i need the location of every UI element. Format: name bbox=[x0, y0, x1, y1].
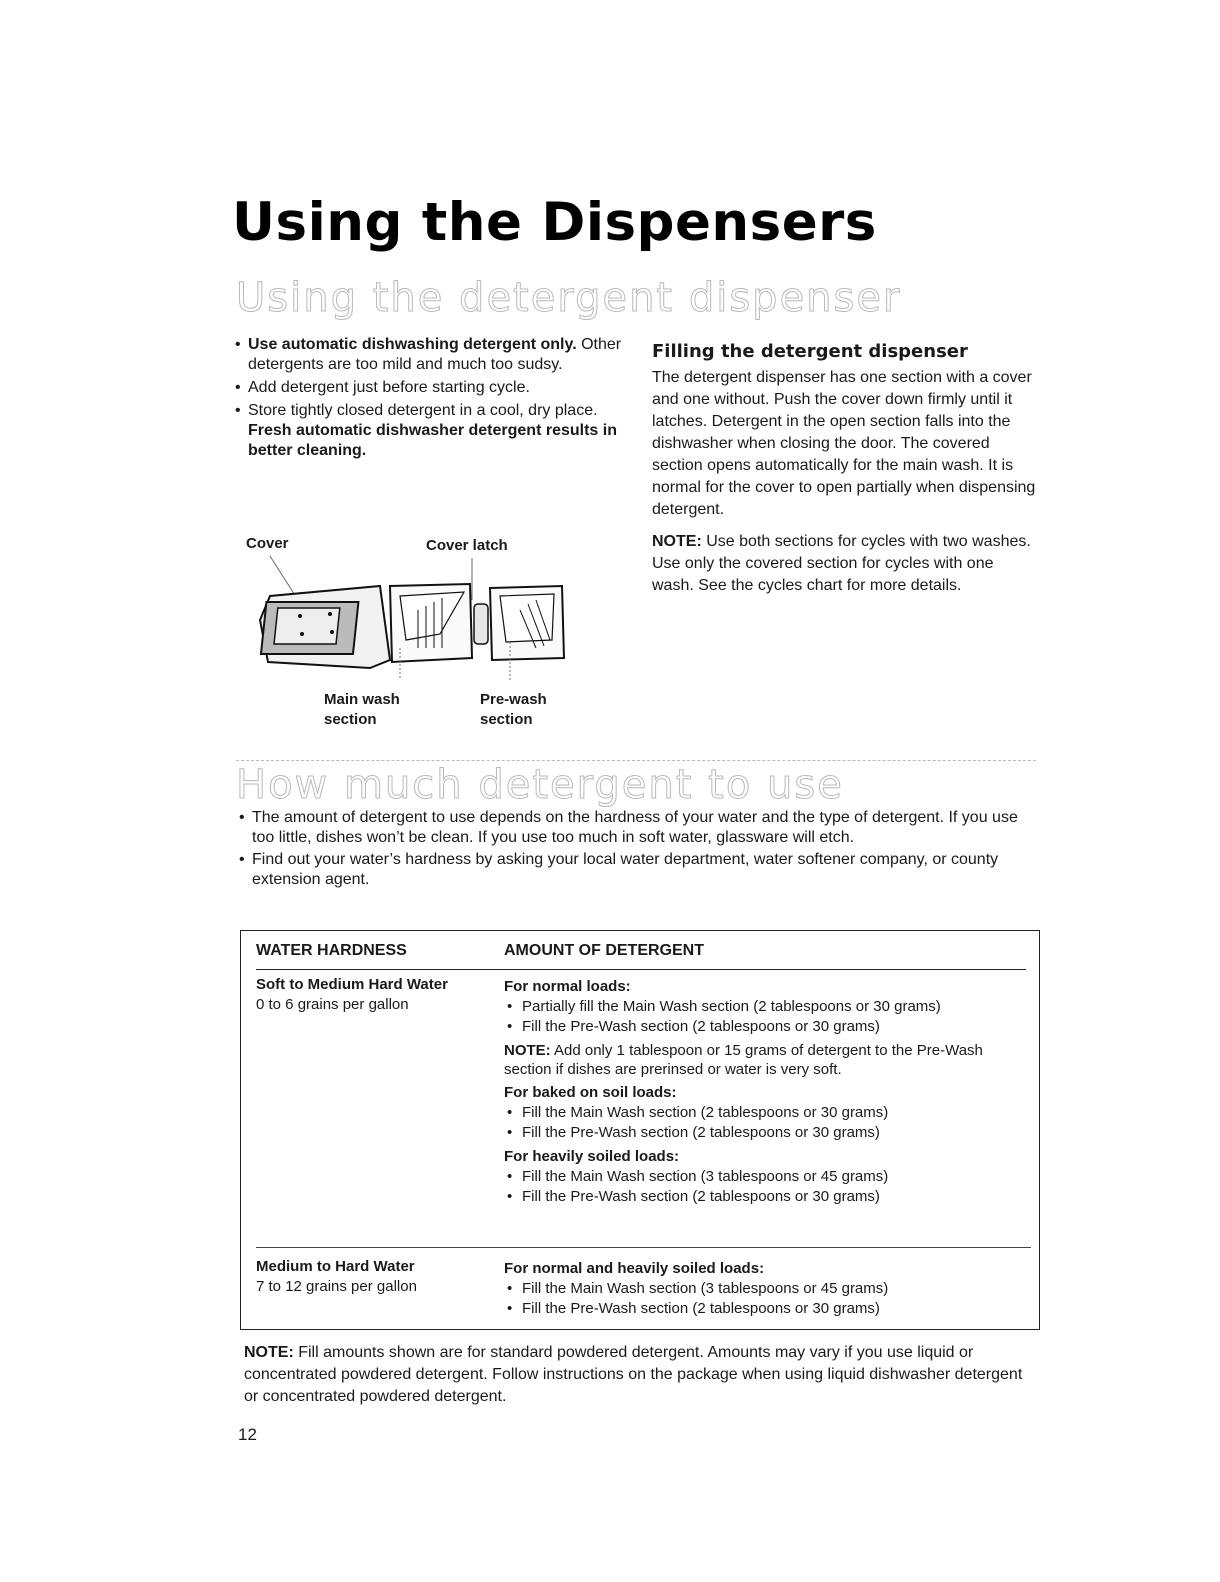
tip-bold: Use automatic dishwashing detergent only. bbox=[248, 336, 577, 353]
list-item bbox=[232, 378, 622, 398]
hardness-range: 7 to 12 grains per gallon bbox=[256, 1278, 417, 1295]
footnote-text: Fill amounts shown are for standard powdered detergent. Amounts may vary if you use liquid or concentrated powdered detergent. Follow instructions on the package when using liquid dishwasher detergent or concentrated powdered detergent. bbox=[244, 1344, 1023, 1405]
tips-list bbox=[232, 335, 622, 461]
hardness-cell bbox=[256, 975, 506, 1015]
detergent-table bbox=[240, 930, 1040, 1330]
group-label: For normal and heavily soiled loads: bbox=[504, 1260, 765, 1277]
tip-bold: Fresh automatic dishwasher detergent results in better cleaning. bbox=[248, 422, 617, 459]
section-heading-dispenser: Using the detergent dispenser bbox=[236, 275, 902, 321]
amount-list bbox=[504, 997, 1034, 1037]
hardness-cell bbox=[256, 1257, 506, 1297]
list-item: • Partially fill the Main Wash section (2 tablespoons or 30 grams) bbox=[504, 997, 1034, 1017]
list-item: • Fill the Pre-Wash section (2 tablespoons or 30 grams) bbox=[504, 1187, 1034, 1207]
note-text: Use both sections for cycles with two washes. Use only the covered section for cycles with one wash. See the cycles chart for more details. bbox=[652, 533, 1031, 594]
hardness-range: 0 to 6 grains per gallon bbox=[256, 996, 409, 1013]
table-row bbox=[256, 1253, 1031, 1323]
note-text: Add only 1 tablespoon or 15 grams of detergent to the Pre-Wash section if dishes are prerinsed or water is very soft. bbox=[504, 1042, 983, 1078]
section-heading-amount: How much detergent to use bbox=[236, 762, 844, 808]
table-note bbox=[504, 1041, 1034, 1079]
label-main-wash: Main wash section bbox=[324, 691, 400, 728]
page-number: 12 bbox=[238, 1425, 257, 1444]
amount-list bbox=[504, 1103, 1034, 1143]
header-amount: AMOUNT OF DETERGENT bbox=[504, 942, 704, 959]
hardness-intro bbox=[236, 808, 1026, 892]
filling-instructions bbox=[652, 341, 1037, 607]
note-label: NOTE: bbox=[652, 533, 702, 550]
filling-paragraph: The detergent dispenser has one section with a cover and one without. Push the cover down firmly until it latches. Detergent in the open section falls into the dishwasher when closing the door. The covered section opens automatically for the main wash. It is normal for the cover to open partially when dispensing detergent. bbox=[652, 369, 1036, 518]
list-item: • Fill the Main Wash section (2 tablespoons or 30 grams) bbox=[504, 1103, 1034, 1123]
dispenser-diagram bbox=[240, 530, 620, 740]
list-item bbox=[232, 401, 622, 461]
group-label: For baked on soil loads: bbox=[504, 1084, 677, 1101]
footnote-label: NOTE: bbox=[244, 1344, 294, 1361]
list-item: • Fill the Pre-Wash section (2 tablespoons or 30 grams) bbox=[504, 1123, 1034, 1143]
label-cover: Cover bbox=[246, 535, 289, 552]
list-item: • Find out your water’s hardness by asking your local water department, water softener company, or county extension agent. bbox=[236, 850, 1026, 890]
tip-text: Other detergents are too mild and much too sudsy. bbox=[248, 336, 622, 373]
label-cover-latch: Cover latch bbox=[426, 537, 508, 554]
amount-cell bbox=[504, 975, 1034, 1211]
hardness-name: Medium to Hard Water bbox=[256, 1258, 415, 1275]
filling-note bbox=[652, 531, 1037, 597]
intro-list bbox=[236, 808, 1026, 890]
list-item: • Fill the Main Wash section (3 tablespoons or 45 grams) bbox=[504, 1167, 1034, 1187]
tip-text: Store tightly closed detergent in a cool, dry place. bbox=[248, 402, 598, 419]
dispenser-tips bbox=[232, 335, 622, 464]
amount-list bbox=[504, 1279, 1034, 1319]
tip-text: Add detergent just before starting cycle. bbox=[248, 379, 530, 396]
header-water-hardness: WATER HARDNESS bbox=[256, 942, 407, 959]
list-item: • The amount of detergent to use depends on the hardness of your water and the type of detergent. If you use too little, dishes won’t be clean. If you use too much in soft water, glassware will etch. bbox=[236, 808, 1026, 848]
hardness-name: Soft to Medium Hard Water bbox=[256, 976, 448, 993]
label-pre-wash: Pre-wash section bbox=[480, 691, 547, 728]
section-divider bbox=[236, 760, 1036, 761]
amount-cell bbox=[504, 1257, 1034, 1323]
list-item: • Fill the Pre-Wash section (2 tablespoons or 30 grams) bbox=[504, 1299, 1034, 1319]
footnote bbox=[244, 1342, 1034, 1408]
group-label: For normal loads: bbox=[504, 978, 631, 995]
page-title: Using the Dispensers bbox=[232, 192, 877, 253]
list-item: • Fill the Main Wash section (3 tablespoons or 45 grams) bbox=[504, 1279, 1034, 1299]
list-item bbox=[232, 335, 622, 375]
table-row bbox=[256, 971, 1031, 1248]
group-label: For heavily soiled loads: bbox=[504, 1148, 680, 1165]
table-header bbox=[256, 941, 1026, 970]
filling-subheading: Filling the detergent dispenser bbox=[652, 341, 968, 362]
list-item: • Fill the Pre-Wash section (2 tablespoons or 30 grams) bbox=[504, 1017, 1034, 1037]
amount-list bbox=[504, 1167, 1034, 1207]
note-label: NOTE: bbox=[504, 1042, 551, 1059]
